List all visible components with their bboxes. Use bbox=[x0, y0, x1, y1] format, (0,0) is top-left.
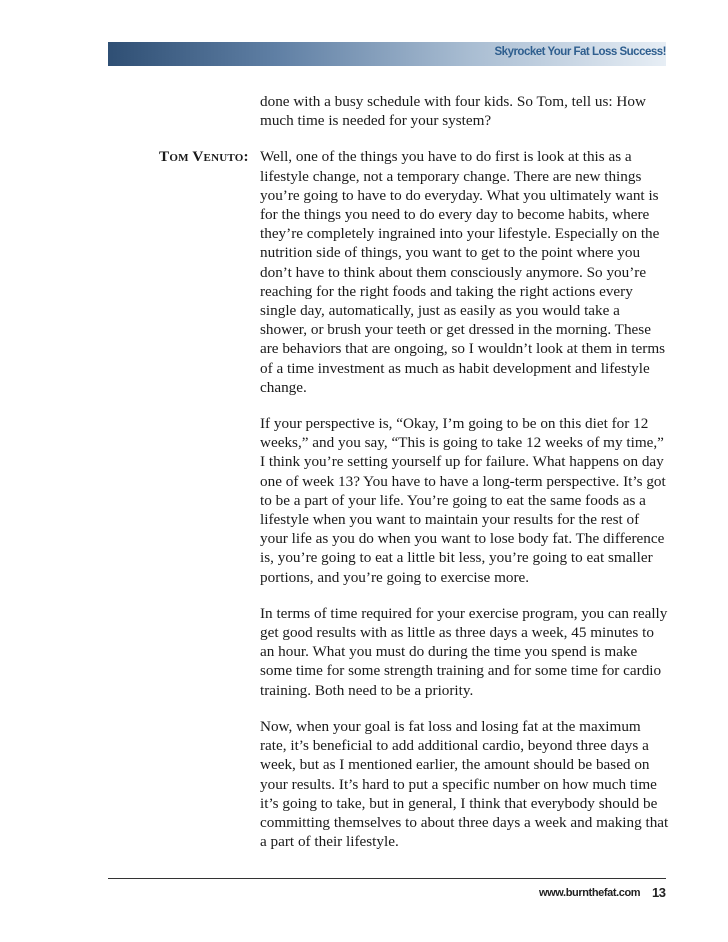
paragraph-2-block bbox=[260, 414, 670, 587]
paragraph-2: If your perspective is, “Okay, I’m going to be on this diet for 12 weeks,” and you say, “This is going to take 12 weeks of my time,” I think you’re setting yourself up for failure. What happens on day one of week 13? You have to have a long-term perspective. It’s got to be a part of your life. You’re going to eat the same foods as a lifestyle when you want to maintain your results for the rest of your life as you do when you want to lose body fat. The difference is, you’re going to eat a little bit less, you’re going to eat smaller portions, and you’re going to exercise more. bbox=[260, 415, 666, 586]
header-title: Skyrocket Your Fat Loss Success! bbox=[494, 46, 666, 58]
speaker-label: Tom Venuto: bbox=[159, 148, 249, 166]
paragraph-3-block bbox=[260, 604, 670, 700]
paragraph-4: Now, when your goal is fat loss and losing fat at the maximum rate, it’s beneficial to add additional cardio, beyond three days a week, but as I mentioned earlier, the amount should be based on your results. It’s hard to put a specific number on how much time it’s going to take, but in general, I think that everybody should be committing themselves to about three days a week and making that a part of their lifestyle. bbox=[260, 717, 669, 851]
footer-rule bbox=[108, 878, 666, 879]
footer-url: www.burnthefat.com bbox=[539, 887, 641, 899]
intro-paragraph: done with a busy schedule with four kids. So Tom, tell us: How much time is needed for your system? bbox=[260, 93, 646, 130]
paragraph-1: Well, one of the things you have to do first is look at this as a lifestyle change, not a temporary change. There are new things you’re going to have to do everyday. What you ultimately want is for the things you need to do every day to become habits, where they’re completely ingrained into your lifestyle. Especially on the nutrition side of things, you want to get to the point where you don’t have to think about them consciously anymore. So you’re reaching for the right foods and taking the right actions every single day, automatically, just as easily as you would take a shower, or brush your teeth or get dressed in the morning. These are behaviors that are ongoing, so I wouldn’t look at them in terms of a time investment as much as habit development and lifestyle change. bbox=[260, 148, 666, 396]
intro-block bbox=[260, 92, 670, 130]
paragraph-4-block bbox=[260, 717, 670, 851]
page-number: 13 bbox=[652, 885, 666, 900]
paragraph-3: In terms of time required for your exercise program, you can really get good results with as little as three days a week, 45 minutes to an hour. What you must do during the time you spend is make some time for some strength training and for some time for cardio training. Both need to be a priority. bbox=[260, 604, 668, 699]
page-content bbox=[159, 92, 670, 851]
speaker-block bbox=[159, 147, 670, 397]
